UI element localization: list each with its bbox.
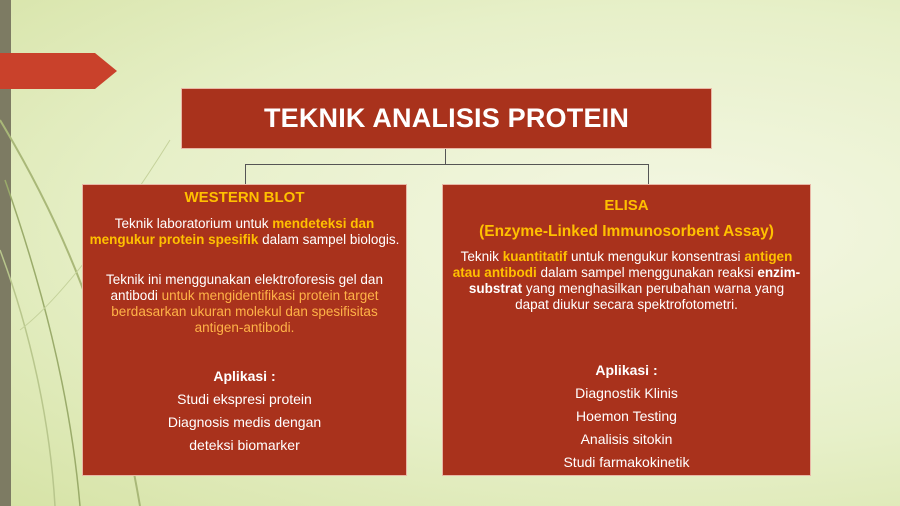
elisa-panel — [442, 184, 811, 476]
wb-application-item: deteksi biomarker — [189, 437, 300, 453]
connector-horizontal — [245, 164, 649, 165]
elisa-description — [443, 249, 810, 313]
wb-para2-highlight: untuk mengidentifikasi protein target berdasarkan ukuran molekul dan spesifisitas antigen-antibodi. — [111, 288, 379, 335]
connector-right — [648, 164, 649, 184]
elisa-text: untuk mengukur konsentrasi — [567, 249, 745, 264]
title-box — [181, 88, 712, 149]
elisa-subtitle: (Enzyme-Linked Immunosorbent Assay) — [479, 223, 774, 240]
western-blot-panel — [82, 184, 407, 476]
elisa-text: Teknik — [460, 249, 503, 264]
elisa-application-item: Hoemon Testing — [576, 408, 677, 424]
western-blot-description — [83, 216, 406, 248]
wb-application-item: Diagnosis medis dengan — [167, 414, 322, 430]
elisa-title: ELISA — [604, 197, 649, 214]
elisa-application-item: Analisis sitokin — [580, 431, 673, 447]
page-title: TEKNIK ANALISIS PROTEIN — [263, 103, 630, 133]
elisa-highlight: antigen atau antibodi — [452, 249, 793, 280]
ribbon-arrow — [0, 53, 95, 89]
wb-para1-text: Teknik laboratorium untuk — [114, 216, 273, 231]
wb-applications-title: Aplikasi : — [213, 368, 276, 384]
elisa-text: dalam sampel menggunakan reaksi — [536, 265, 758, 280]
connector-vertical — [445, 149, 446, 164]
elisa-application-item: Diagnostik Klinis — [575, 385, 678, 401]
western-blot-method — [83, 272, 406, 336]
wb-application-item: Studi ekspresi protein — [177, 391, 312, 407]
wb-para2-text: Teknik ini menggunakan elektroforesis gel dan antibodi — [106, 272, 383, 303]
wb-para1-text-end: dalam sampel biologis. — [258, 232, 400, 247]
elisa-application-item: Studi farmakokinetik — [563, 454, 690, 470]
elisa-text: yang menghasilkan perubahan warna yang dapat diukur secara spektrofotometri. — [515, 281, 785, 312]
elisa-bold: enzim-substrat — [468, 265, 801, 296]
connector-left — [245, 164, 246, 184]
elisa-applications-title: Aplikasi : — [595, 362, 658, 378]
western-blot-title: WESTERN BLOT — [184, 189, 305, 206]
elisa-highlight: kuantitatif — [502, 249, 568, 264]
wb-para1-highlight: mendeteksi dan mengukur protein spesifik — [89, 216, 375, 247]
